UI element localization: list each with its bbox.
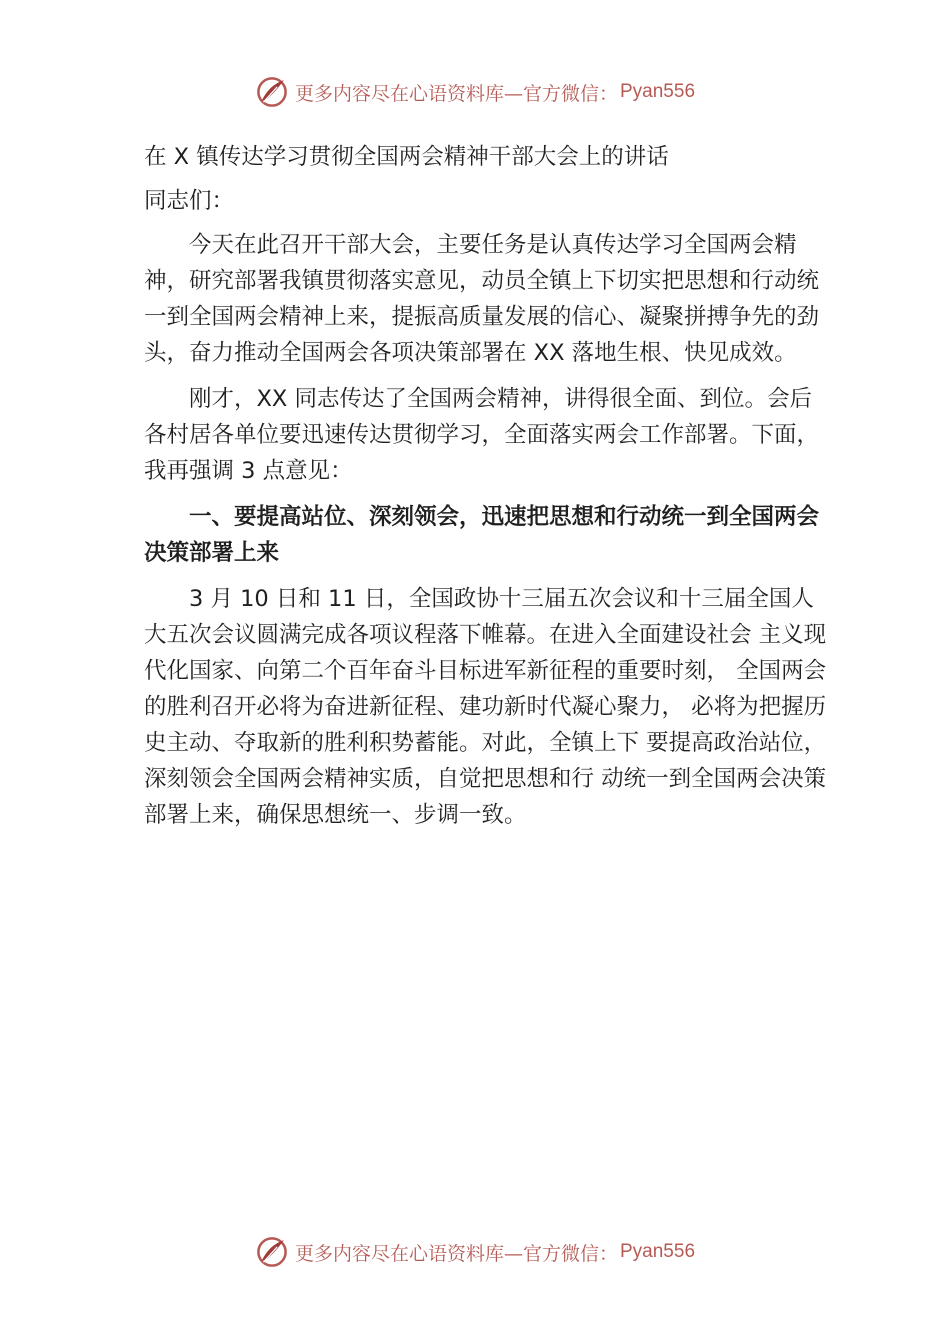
section-paragraph: 3 月 10 日和 11 日，全国政协十三届五次会议和十三届全国人大五次会议圆满完成各项议程落下帷幕。在进入全面建设社会 主义现代化国家、向第二个百年奋斗目标进军新征程的重要时刻， 全国两会的胜利召开必将为奋进新征程、建功新时代凝心聚力， 必将为把握历史主动、夺取新的胜利积势蓄能。对此，全镇上下 要提高政治站位，深刻领会全国两会精神实质，自觉把思想和行 动统一到全国两会决策部署上来，确保思想统一、步调一致。	[144, 586, 827, 828]
salutation: 同志们：	[144, 188, 235, 214]
watermark-text: 更多内容尽在心语资料库—官方微信：	[294, 1242, 618, 1265]
footer-watermark	[0, 1232, 950, 1272]
document-body	[144, 139, 830, 843]
feather-pen-logo-icon	[255, 1235, 289, 1269]
feather-pen-logo-icon	[255, 75, 289, 109]
header-watermark	[0, 72, 950, 112]
watermark-text: 更多内容尽在心语资料库—官方微信：	[294, 82, 618, 105]
watermark-wechat-id: Pyan556	[620, 81, 696, 102]
paragraph-intro: 今天在此召开干部大会，主要任务是认真传达学习全国两会精神，研究部署我镇贯彻落实意见，动员全镇上下切实把思想和行动统一到全国两会精神上来，提振高质量发展的信心、凝聚拼搏争先的劲头，奋力推动全国两会各项决策部署在 XX 落地生根、快见成效。	[144, 232, 820, 366]
watermark-wechat-id: Pyan556	[620, 1241, 696, 1262]
section-heading: 一、要提高站位、深刻领会，迅速把思想和行动统一到全国两会决策部署上来	[144, 504, 820, 566]
paragraph-points: 刚才，XX 同志传达了全国两会精神，讲得很全面、到位。会后各村居各单位要迅速传达贯彻学习，全面落实两会工作部署。下面，我再强调 3 点意见：	[144, 386, 820, 484]
document-title: 在 X 镇传达学习贯彻全国两会精神干部大会上的讲话	[144, 144, 669, 170]
